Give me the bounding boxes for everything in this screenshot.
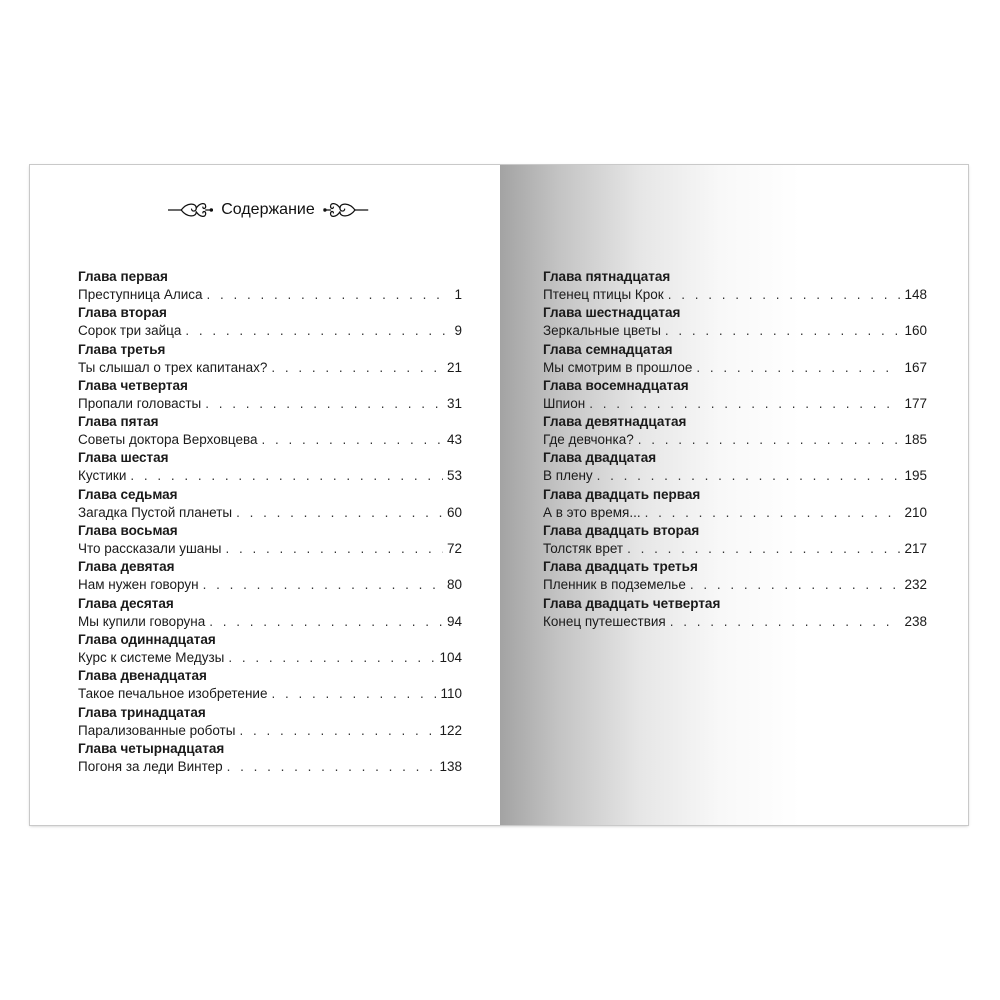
page-number: 31 (446, 395, 462, 411)
toc-entry[interactable] (78, 341, 462, 377)
chapter-label: Глава десятая (78, 595, 174, 611)
page-number: 80 (446, 577, 462, 593)
entry-line (543, 395, 927, 413)
entry-line (543, 431, 927, 449)
chapter-label: Глава восемнадцатая (543, 377, 689, 393)
dot-leader (589, 395, 900, 413)
chapter-label: Глава двадцать четвертая (543, 595, 721, 611)
toc-entry[interactable] (543, 522, 927, 558)
toc-left-column (78, 268, 462, 776)
entry-title: Погоня за леди Винтер (78, 758, 223, 774)
entry-title: Шпион (543, 395, 586, 411)
entry-line (543, 322, 927, 340)
toc-entry[interactable] (78, 522, 462, 558)
toc-entry[interactable] (543, 341, 927, 377)
chapter-label: Глава одиннадцатая (78, 631, 216, 647)
entry-title: Советы доктора Верховцева (78, 432, 258, 448)
entry-title: Нам нужен говорун (78, 577, 199, 593)
page-number: 1 (454, 287, 462, 302)
toc-heading (168, 194, 368, 226)
toc-entry[interactable] (543, 413, 927, 449)
entry-line (78, 395, 462, 413)
entry-title: Толстяк врет (543, 541, 624, 557)
chapter-label: Глава вторая (78, 305, 167, 321)
book-spread (30, 165, 968, 825)
entry-line (543, 286, 927, 304)
entry-title: Пленник в подземелье (543, 577, 686, 593)
chapter-label: Глава шестая (78, 450, 169, 466)
entry-line (543, 540, 927, 558)
page-number: 60 (446, 504, 462, 520)
dot-leader (205, 395, 443, 413)
entry-line (78, 722, 462, 740)
toc-entry[interactable] (543, 595, 927, 631)
entry-line (78, 322, 462, 340)
chapter-label: Глава двенадцатая (78, 668, 207, 684)
entry-line (543, 613, 927, 631)
dot-leader (690, 576, 901, 594)
chapter-label: Глава двадцать первая (543, 486, 701, 502)
dot-leader (130, 467, 443, 485)
entry-title: Кустики (78, 468, 127, 484)
entry-title: Загадка Пустой планеты (78, 504, 233, 520)
entry-title: Птенец птицы Крок (543, 287, 664, 302)
page-number: 53 (446, 468, 462, 484)
dot-leader (597, 467, 901, 485)
entry-line (78, 431, 462, 449)
dot-leader (228, 649, 435, 667)
dot-leader (668, 286, 901, 304)
entry-line (543, 359, 927, 377)
toc-entry[interactable] (78, 631, 462, 667)
page-number: 122 (439, 722, 462, 738)
dot-leader (271, 685, 436, 703)
entry-line (78, 467, 462, 485)
entry-line (78, 504, 462, 522)
entry-line (78, 649, 462, 667)
page-number: 185 (904, 432, 927, 448)
chapter-label: Глава тринадцатая (78, 704, 206, 720)
dot-leader (627, 540, 900, 558)
page-number: 217 (904, 541, 927, 557)
entry-title: Преступница Алиса (78, 287, 203, 302)
entry-title: А в это время... (543, 504, 641, 520)
chapter-label: Глава пятнадцатая (543, 269, 671, 284)
page-number: 238 (904, 613, 927, 629)
page-number: 167 (904, 359, 927, 375)
page-number: 94 (446, 613, 462, 629)
chapter-label: Глава первая (78, 269, 168, 284)
chapter-label: Глава четырнадцатая (78, 740, 225, 756)
page-number: 104 (439, 649, 462, 665)
dot-leader (203, 576, 443, 594)
toc-entry[interactable] (543, 377, 927, 413)
entry-line (78, 685, 462, 703)
toc-entry[interactable] (78, 667, 462, 703)
dot-leader (262, 431, 443, 449)
page-number: 72 (446, 541, 462, 557)
entry-title: Курс к системе Медузы (78, 649, 225, 665)
toc-entry[interactable] (78, 740, 462, 776)
flourish-ornament-icon (168, 198, 213, 222)
toc-entry[interactable] (78, 304, 462, 340)
entry-line (78, 286, 462, 304)
toc-entry[interactable] (543, 449, 927, 485)
chapter-label: Глава двадцатая (543, 450, 657, 466)
entry-title: В плену (543, 468, 593, 484)
entry-title: Парализованные роботы (78, 722, 236, 738)
entry-title: Зеркальные цветы (543, 323, 661, 339)
left-page (30, 165, 500, 825)
toc-entry[interactable] (543, 268, 927, 304)
toc-entry[interactable] (543, 486, 927, 522)
chapter-label: Глава двадцать вторая (543, 523, 700, 539)
entry-line (543, 467, 927, 485)
dot-leader (227, 758, 436, 776)
entry-line (78, 576, 462, 594)
entry-line (78, 613, 462, 631)
toc-entry[interactable] (78, 449, 462, 485)
entry-line (543, 576, 927, 594)
flourish-ornament-icon (323, 198, 368, 222)
dot-leader (696, 359, 900, 377)
chapter-label: Глава четвертая (78, 377, 188, 393)
chapter-label: Глава семнадцатая (543, 341, 673, 357)
page-number: 195 (904, 468, 927, 484)
dot-leader (670, 613, 901, 631)
page-number: 43 (446, 432, 462, 448)
dot-leader (271, 359, 443, 377)
chapter-label: Глава третья (78, 341, 166, 357)
toc-entry[interactable] (78, 268, 462, 304)
entry-line (78, 540, 462, 558)
chapter-label: Глава двадцать третья (543, 559, 698, 575)
page-number: 9 (454, 323, 462, 339)
page-number: 148 (904, 287, 927, 302)
dot-leader (236, 504, 443, 522)
toc-entry[interactable] (78, 486, 462, 522)
chapter-label: Глава пятая (78, 414, 159, 430)
page-number: 232 (904, 577, 927, 593)
toc-entry[interactable] (543, 304, 927, 340)
entry-title: Такое печальное изобретение (78, 686, 268, 702)
dot-leader (209, 613, 443, 631)
dot-leader (665, 322, 901, 340)
entry-line (78, 359, 462, 377)
toc-entry[interactable] (78, 595, 462, 631)
dot-leader (239, 722, 435, 740)
toc-right-column (543, 268, 927, 631)
entry-title: Мы смотрим в прошлое (543, 359, 693, 375)
page-number: 21 (446, 359, 462, 375)
right-page (500, 165, 968, 825)
entry-title: Где девчонка? (543, 432, 634, 448)
dot-leader (638, 431, 901, 449)
entry-title: Сорок три зайца (78, 323, 182, 339)
entry-title: Что рассказали ушаны (78, 541, 222, 557)
toc-entry[interactable] (78, 704, 462, 740)
chapter-label: Глава восьмая (78, 523, 178, 539)
page-number: 160 (904, 323, 927, 339)
entry-line (543, 504, 927, 522)
chapter-label: Глава шестнадцатая (543, 305, 681, 321)
page-number: 177 (904, 395, 927, 411)
entry-line (78, 758, 462, 776)
toc-entry[interactable] (78, 377, 462, 413)
toc-entry[interactable] (78, 558, 462, 594)
chapter-label: Глава девятнадцатая (543, 414, 687, 430)
page-number: 210 (904, 504, 927, 520)
dot-leader (645, 504, 901, 522)
entry-title: Ты слышал о трех капитанах? (78, 359, 268, 375)
page-number: 110 (440, 686, 462, 702)
entry-title: Мы купили говоруна (78, 613, 206, 629)
toc-title: Содержание (221, 201, 315, 218)
page-number: 138 (439, 758, 462, 774)
chapter-label: Глава девятая (78, 559, 175, 575)
dot-leader (207, 286, 451, 304)
toc-entry[interactable] (78, 413, 462, 449)
dot-leader (225, 540, 442, 558)
entry-title: Пропали головасты (78, 395, 202, 411)
toc-entry[interactable] (543, 558, 927, 594)
chapter-label: Глава седьмая (78, 486, 178, 502)
dot-leader (185, 322, 450, 340)
entry-title: Конец путешествия (543, 613, 666, 629)
